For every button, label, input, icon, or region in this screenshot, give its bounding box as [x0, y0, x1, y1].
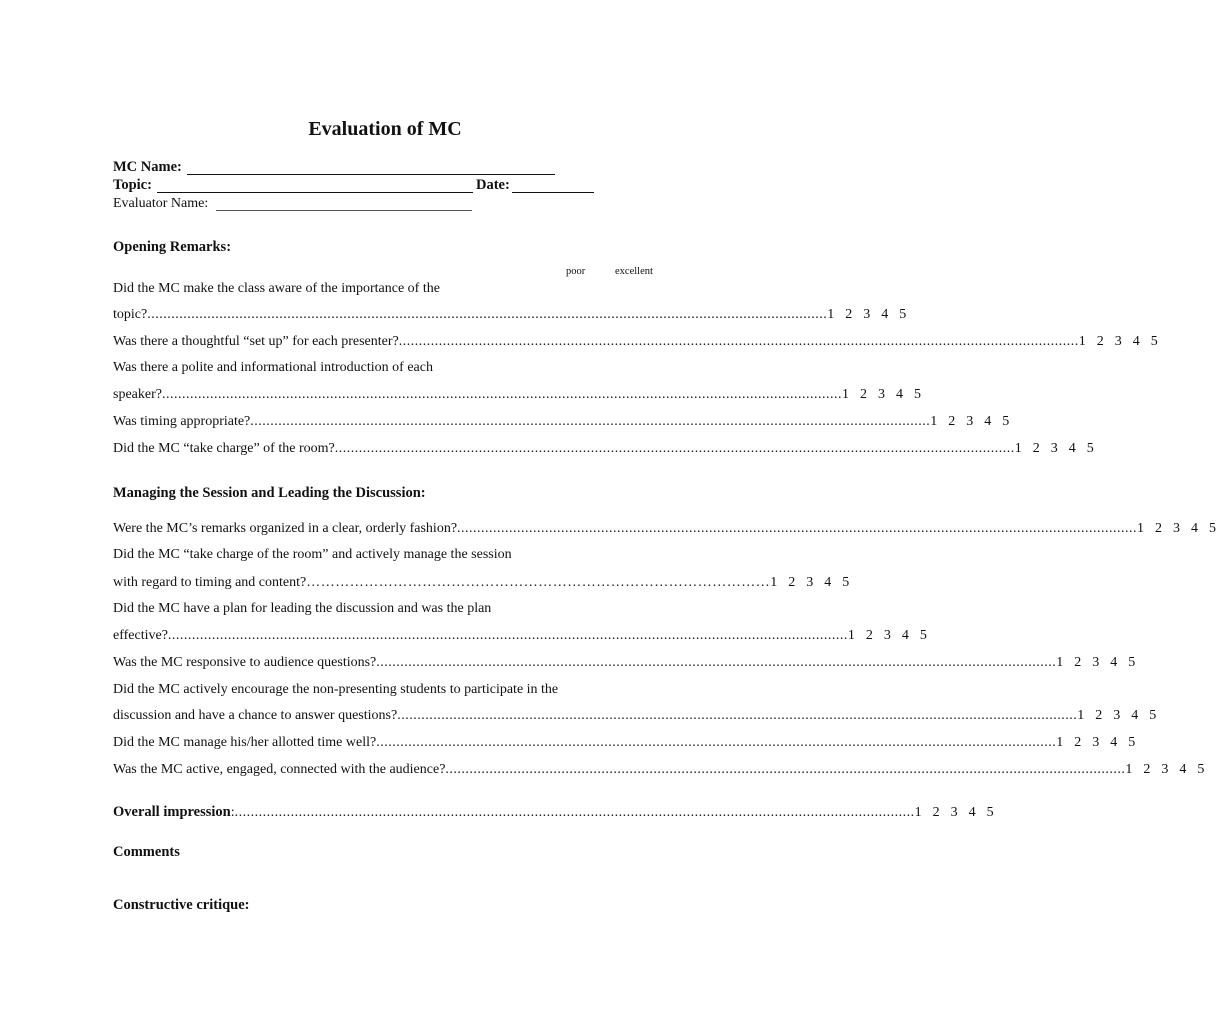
scale-poor-label: poor [566, 266, 586, 277]
question-text: Was the MC active, engaged, connected with the audience? [113, 762, 446, 777]
dot-leader: .......................................................................................................................................................................... [376, 735, 1057, 750]
rating-scale[interactable]: 1 2 3 4 5 [847, 628, 927, 643]
question-text: Did the MC actively encourage the non-presenting students to participate in the [113, 682, 559, 697]
opening-remarks-heading: Opening Remarks: [113, 239, 232, 255]
rating-row [113, 521, 1217, 539]
dot-leader: .......................................................................................................................................................................... [250, 414, 931, 429]
dot-leader: .......................................................................................................................................................................... [457, 521, 1138, 536]
question-text: Did the MC manage his/her allotted time well? [113, 735, 377, 750]
page-title: Evaluation of MC [308, 118, 462, 140]
question-text: Was timing appropriate? [113, 414, 251, 429]
date-label: Date: [476, 177, 510, 193]
rating-scale[interactable]: 1 2 3 4 5 [1078, 334, 1158, 349]
scale-excellent-label: excellent [615, 266, 653, 277]
rating-scale[interactable]: 1 2 3 4 5 [1056, 735, 1136, 750]
dot-leader: .......................................................................................................................................................................... [334, 441, 1015, 456]
overall-impression-label: Overall impression [113, 804, 231, 820]
rating-scale[interactable]: 1 2 3 4 5 [1125, 762, 1205, 777]
rating-scale[interactable]: 1 2 3 4 5 [1077, 708, 1157, 723]
comments-heading: Comments [113, 844, 180, 860]
topic-label: Topic: [113, 177, 152, 193]
dot-leader: .......................................................................................................................................................................... [445, 762, 1126, 777]
rating-scale[interactable]: 1 2 3 4 5 [770, 575, 850, 590]
question-text: effective? [113, 628, 168, 643]
rating-row [113, 387, 921, 405]
rating-row [113, 735, 1136, 753]
dot-leader: .......................................................................................................................................................................... [161, 387, 842, 402]
rating-scale[interactable]: 1 2 3 4 5 [841, 387, 921, 402]
question-text: Were the MC’s remarks organized in a clear, orderly fashion? [113, 521, 458, 536]
mc-name-label: MC Name: [113, 159, 182, 175]
rating-scale[interactable]: 1 2 3 4 5 [827, 307, 907, 322]
question-text: discussion and have a chance to answer questions? [113, 708, 398, 723]
rating-scale[interactable]: 1 2 3 4 5 [1014, 441, 1094, 456]
rating-row [113, 414, 1010, 432]
question-text: Was there a polite and informational introduction of each [113, 360, 433, 375]
dot-leader: .......................................................................................................................................................................... [147, 307, 828, 322]
question-text: Did the MC have a plan for leading the discussion and was the plan [113, 601, 492, 616]
dot-leader: .......................................................................................................................................................................... [167, 628, 848, 643]
question-text: Was the MC responsive to audience questions? [113, 655, 377, 670]
evaluator-name-label: Evaluator Name: [113, 196, 209, 211]
dot-leader: .......................................................................................................................................................................... [398, 334, 1079, 349]
overall-impression-colon: : [230, 805, 235, 820]
rating-scale[interactable]: 1 2 3 4 5 [914, 805, 994, 820]
rating-row [113, 628, 927, 646]
rating-row [113, 575, 850, 593]
question-text: Did the MC make the class aware of the importance of the [113, 281, 440, 296]
rating-scale[interactable]: 1 2 3 4 5 [930, 414, 1010, 429]
question-text: topic? [113, 307, 148, 322]
rating-row [113, 307, 907, 325]
dot-leader: .......................................................................................................................................................................... [376, 655, 1057, 670]
date-field[interactable] [512, 192, 594, 193]
question-text: with regard to timing and content? [113, 575, 307, 590]
rating-row [113, 655, 1136, 673]
rating-row [113, 762, 1205, 780]
dot-leader: …………………………………………………………………………………… [306, 575, 771, 590]
dot-leader: .......................................................................................................................................................................... [234, 805, 915, 820]
rating-scale[interactable]: 1 2 3 4 5 [1056, 655, 1136, 670]
dot-leader: .......................................................................................................................................................................... [397, 708, 1078, 723]
rating-row [113, 334, 1158, 352]
rating-scale[interactable]: 1 2 3 4 5 [1137, 521, 1217, 536]
question-text: Did the MC “take charge of the room” and actively manage the session [113, 547, 512, 562]
question-text: Was there a thoughtful “set up” for each presenter? [113, 334, 399, 349]
mc-name-field[interactable] [187, 174, 555, 175]
overall-impression-row [113, 804, 994, 822]
evaluator-name-field[interactable] [216, 210, 472, 211]
rating-row [113, 441, 1094, 459]
question-text: Did the MC “take charge” of the room? [113, 441, 335, 456]
question-text: speaker? [113, 387, 162, 402]
managing-session-heading: Managing the Session and Leading the Discussion: [113, 485, 426, 501]
topic-field[interactable] [157, 192, 473, 193]
rating-row [113, 708, 1157, 726]
constructive-critique-heading: Constructive critique: [113, 897, 250, 913]
